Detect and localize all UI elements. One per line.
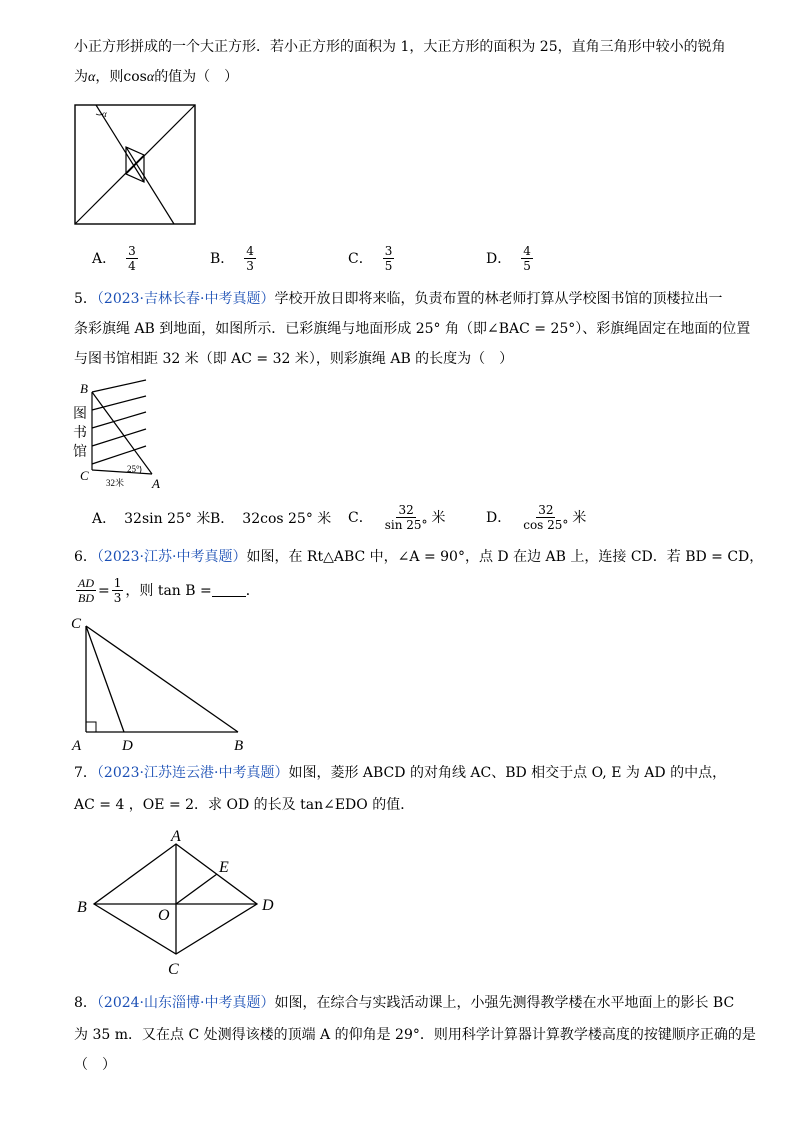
q5-source: （2023·吉林长春·中考真题）: [96, 291, 275, 307]
q4-option-b[interactable]: B． $\frac{4}{3}$: [210, 244, 254, 273]
alpha-symbol: α: [88, 70, 96, 85]
q5-distance-label: 32米: [106, 478, 125, 488]
q4-figure-alpha-label: α: [102, 109, 107, 119]
q4-option-c[interactable]: C． $\frac{3}{5}$: [348, 244, 393, 273]
q5-text-line2: 条彩旗绳 AB 到地面，如图所示．已彩旗绳与地面形成 25° 角（即∠BAC = 25°）、彩旗绳固定在地面的位置: [74, 321, 751, 337]
cos-symbol: cos: [123, 69, 147, 85]
q7-text-line1: 7．（2023·江苏连云港·中考真题）如图，菱形 ABCD 的对角线 AC、BD 相交于点 O, E 为 AD 的中点，: [74, 765, 727, 781]
q4-option-d[interactable]: D． $\frac{4}{5}$: [486, 244, 531, 273]
q7-text-line2: AC = 4 ，OE = 2．求 OD 的长及 tan∠EDO 的值．: [74, 797, 415, 813]
q4-text-line2: 为α，则cosα的值为（ ）: [74, 69, 239, 85]
q5-library-figure: [66, 376, 166, 494]
q5-label-a: A: [152, 476, 160, 491]
q7-label-b: B: [77, 899, 87, 916]
q5-option-d[interactable]: D． $\frac{32}{\cos 25^\circ}$ 米: [486, 503, 587, 532]
q5-building-char-2: 书: [73, 426, 87, 441]
q8-number: 8．: [74, 995, 97, 1011]
q5-building-char-1: 图: [73, 407, 87, 422]
q4-square-figure: [70, 100, 200, 230]
q6-number: 6．: [74, 549, 97, 565]
q5-option-a[interactable]: A． 32sin 25° 米: [92, 511, 211, 527]
q6-label-b: B: [234, 738, 244, 754]
q6-text-line2: $\frac{AD}{BD}$ = $\frac{1}{3}$ ，则 tan B = ．: [78, 576, 260, 605]
q7-rhombus-figure: [72, 822, 292, 978]
q5-angle-label: 25°: [127, 464, 140, 474]
q5-label-c: C: [80, 468, 89, 483]
q5-text-line3: 与图书馆相距 32 米（即 AC = 32 米），则彩旗绳 AB 的长度为（ ）: [74, 351, 514, 367]
q5-building-char-3: 馆: [73, 445, 87, 460]
q7-label-o: O: [158, 907, 170, 924]
q5-text-line1: 5．（2023·吉林长春·中考真题）学校开放日即将来临，负责布置的林老师打算从学校图书馆的顶楼拉出一: [74, 291, 723, 307]
q7-label-d: D: [262, 897, 274, 914]
q4-text-line1: 小正方形拼成的一个大正方形．若小正方形的面积为 1，大正方形的面积为 25，直角三角形中较小的锐角: [74, 39, 726, 55]
q7-label-e: E: [219, 859, 229, 876]
q7-source: （2023·江苏连云港·中考真题）: [96, 765, 289, 781]
q7-label-a: A: [171, 828, 181, 845]
q6-label-a: A: [72, 738, 82, 754]
q4-option-a[interactable]: A． $\frac{3}{4}$: [92, 244, 136, 273]
q7-label-c: C: [168, 961, 179, 978]
q6-label-c: C: [71, 616, 82, 632]
q8-text-line2: 为 35 m．又在点 C 处测得该楼的顶端 A 的仰角是 29°．则用科学计算器计算教学楼高度的按键顺序正确的是: [74, 1027, 756, 1043]
q7-number: 7．: [74, 765, 97, 781]
q8-text-line3: （ ）: [74, 1057, 116, 1073]
q6-label-d: D: [122, 738, 133, 754]
q6-source: （2023·江苏·中考真题）: [96, 549, 247, 565]
q5-number: 5．: [74, 291, 97, 307]
q5-label-b: B: [80, 381, 88, 396]
q5-option-b[interactable]: B． 32cos 25° 米: [210, 511, 332, 527]
q8-text-line1: 8．（2024·山东淄博·中考真题）如图，在综合与实践活动课上，小强先测得教学楼在水平地面上的影长 BC: [74, 995, 735, 1011]
q6-answer-blank[interactable]: [212, 584, 246, 597]
q5-option-c[interactable]: C． $\frac{32}{\sin 25^\circ}$ 米: [348, 503, 446, 532]
q6-text-line1: 6．（2023·江苏·中考真题）如图，在 Rt△ABC 中，∠A = 90°，点 D 在边 AB 上，连接 CD．若 BD = CD，: [74, 549, 764, 565]
q8-source: （2024·山东淄博·中考真题）: [96, 995, 275, 1011]
q6-triangle-figure: [66, 612, 256, 754]
